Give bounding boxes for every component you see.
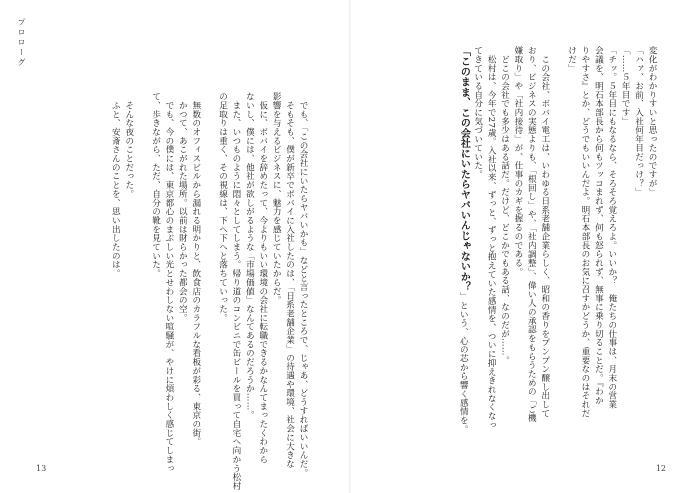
body-line: 松村は、今年で27歳。入社以来、ずっと、ずっと抱えていた感情を、ついに抑えきれなくなっ [486,46,497,430]
page-number-left: 13 [36,464,47,473]
body-line: おり、ビジネスの実態よりも、「根回し」や、「社内調整」、偉い人の承認をもらうための「ご機 [526,46,537,423]
body-line: ないし、僕には、他社が欲しがるような「市場価値」なんてあるのだろうか……。 [244,92,255,420]
body-line: けだ」 [566,46,577,73]
paragraph-gap [202,92,215,442]
body-line: かつて、あこがれた場所。以前は財らかった都会の空。 [177,92,188,323]
body-line: 「ハァ、お前、入社何年目だっけ？」 [633,46,644,197]
body-line: そもそも、僕が新卒でボバイに入社したのは、「日系老舗企業」の待遇や環境、社会に大きな [284,92,295,469]
body-line: 「チッ。５年目にもなるなら、そろそろ覚えろよ。いいか？ 俺たちの仕事は、月末の営業 [606,46,617,409]
body-line: 変化がわかりすいと思ったのですが」 [647,46,657,197]
body-line: 無数のオフィスビルから漏れる明かりと、飲食店のカラフルな看板が彩る、東京の街。 [190,92,201,446]
body-line: てきている自分に気づいていた。 [472,46,483,179]
body-line: そんな夜のことだった。 [123,92,134,199]
body-line: この会社、ボバイ電工は、いわゆる日系老舗企業らしく、昭和の香りをプンプン醸し出して [539,46,550,418]
body-line: 会議を、明石本部長から何もツッコまれず、何も怒られず、無事に乗り切ることだ。『わか [593,46,604,405]
left-page-body [108,92,309,491]
right-page [351,0,700,493]
paragraph-gap [551,46,564,446]
emphasis-suffix: 」という、心の芯から響く感情を。 [458,292,469,434]
body-line: でも、今の僕には、東京都心のまぶしい光とせわしない喧騒が、やけに煩わしく感じてしまっ [163,92,174,473]
body-line: ふと、安斎さんのことを、思い出したのは。 [110,92,121,278]
body-line: でも、「この会社にいたらヤバいかも」などと言ったところで、じゃあ、どうすればいいんだ。 [298,92,308,478]
body-line: どこの会社でも多少はある話だ。だけど、どこかでもある話、なのだが……。 [499,46,510,365]
page-number-right: 12 [655,464,666,473]
body-line: 仮に、ボバイを辞めたって、今よりもいい環境の会社に転職できるかなんてまったくわから [257,92,268,464]
emphasis-quote: このまま、この会社にいたらヤバいんじゃないか？ [458,56,470,292]
running-header: プロローグ [17,18,26,68]
body-line: 嫌取り」や「社内接待」が、仕事のカギを握るのである。 [512,46,523,277]
emphasis-open-quote: 「 [458,46,470,57]
body-line: 影響を与えるビジネスに、魅力を感じていたからだ。 [271,92,282,305]
body-line: りやすさ』とか、どうでもいいんだよ。明石本部長のお気に召すかどうか、重要なのはそれだ [579,46,590,418]
body-line: て、歩きながら、ただ、自分の靴を見ていた。 [150,92,161,278]
emphasis-line [450,46,470,446]
body-line: また、いつものように悶々としてしまう。帰り道のコンビニで缶ビールを買って自宅へ向かう松村 [230,92,241,491]
paragraph-gap [135,92,148,442]
body-line: の足取りは重く、その視線は、下へ下へと落ちていった。 [217,92,228,323]
right-page-body [450,46,658,446]
body-line: 「……５年目です」 [620,46,631,126]
left-page [0,0,349,493]
